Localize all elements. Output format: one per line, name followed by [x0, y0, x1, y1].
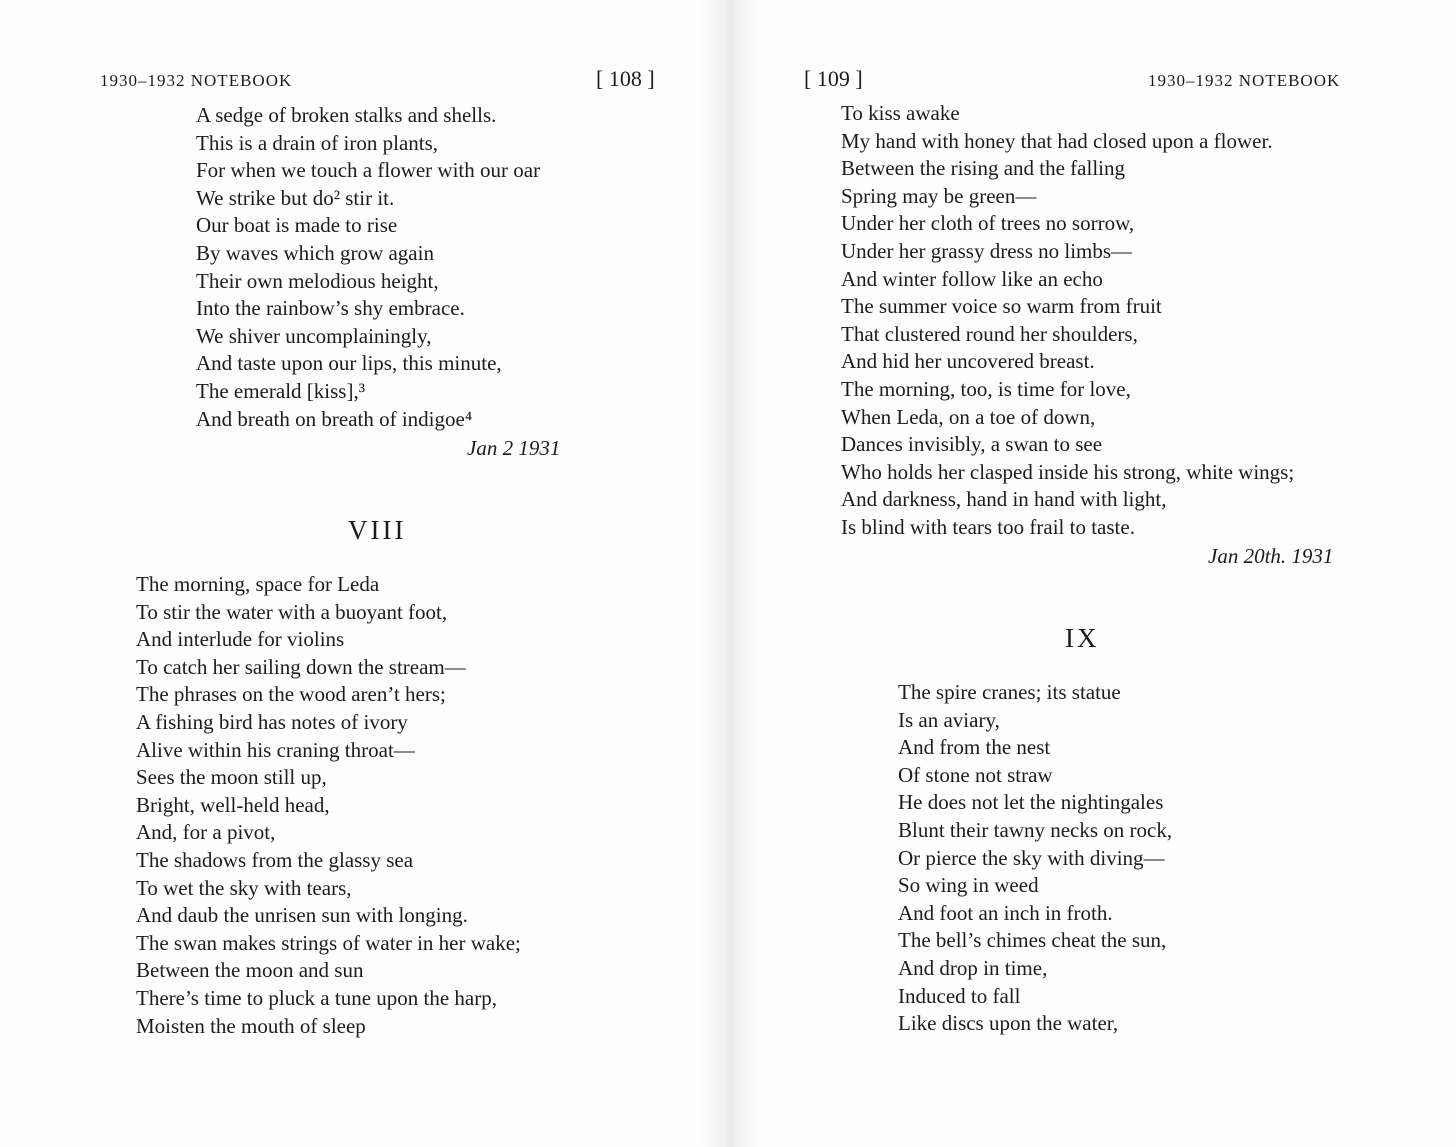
- verse-line: And interlude for violins: [136, 627, 345, 652]
- verse-line: And from the nest: [898, 735, 1051, 760]
- verse-line: Under her cloth of trees no sorrow,: [841, 211, 1135, 236]
- verse-line: And winter follow like an echo: [841, 266, 1103, 291]
- verse-line: There’s time to pluck a tune upon the harp,: [136, 985, 497, 1010]
- verse-line: We shiver uncomplainingly,: [196, 323, 432, 348]
- verse-line: Sees the moon still up,: [136, 765, 327, 790]
- verse-line: By waves which grow again: [196, 240, 434, 265]
- verse-line: Is blind with tears too frail to taste.: [841, 514, 1135, 539]
- verse-line: To kiss awake: [841, 101, 960, 125]
- left-page: [0, 0, 720, 1147]
- verse-line: My hand with honey that had closed upon a flower.: [841, 128, 1273, 153]
- verse-line: Our boat is made to rise: [196, 213, 398, 238]
- verse-line: The emerald [kiss],³: [196, 378, 365, 403]
- verse-line: Who holds her clasped inside his strong, white wings;: [841, 459, 1295, 484]
- page-number: [ 109 ]: [804, 66, 863, 91]
- verse-line: Into the rainbow’s shy embrace.: [196, 296, 465, 321]
- verse-line: Of stone not straw: [898, 762, 1053, 787]
- verse-line: Alive within his craning throat—: [136, 737, 415, 762]
- poem-date: Jan 2 1931: [467, 436, 561, 460]
- verse-line: And hid her uncovered breast.: [841, 349, 1095, 374]
- verse-stanza-viii: [136, 571, 521, 1040]
- verse-line: And taste upon our lips, this minute,: [196, 351, 502, 376]
- verse-line: The morning, too, is time for love,: [841, 376, 1131, 401]
- right-page: [728, 0, 1456, 1147]
- verse-line: So wing in weed: [898, 873, 1039, 898]
- verse-line: The morning, space for Leda: [136, 572, 380, 596]
- verse-line: And daub the unrisen sun with longing.: [136, 903, 468, 928]
- verse-line: The spire cranes; its statue: [898, 680, 1121, 704]
- verse-stanza-ix: [898, 679, 1172, 1038]
- verse-line: Induced to fall: [898, 983, 1021, 1008]
- verse-line: The shadows from the glassy sea: [136, 847, 414, 872]
- verse-line: A sedge of broken stalks and shells.: [196, 103, 497, 127]
- verse-line: And drop in time,: [898, 955, 1048, 980]
- verse-stanza-continued: [196, 102, 540, 433]
- running-head: 1930–1932 NOTEBOOK: [1148, 71, 1341, 90]
- verse-line: Under her grassy dress no limbs—: [841, 238, 1133, 263]
- verse-line: When Leda, on a toe of down,: [841, 404, 1096, 429]
- verse-line: For when we touch a flower with our oar: [196, 158, 541, 183]
- verse-line: He does not let the nightingales: [898, 790, 1164, 815]
- verse-line: And foot an inch in froth.: [898, 900, 1113, 925]
- verse-line: The phrases on the wood aren’t hers;: [136, 682, 446, 707]
- verse-line: And, for a pivot,: [136, 820, 276, 845]
- verse-line: This is a drain of iron plants,: [196, 130, 439, 155]
- verse-line: Bright, well-held head,: [136, 792, 330, 817]
- verse-line: The swan makes strings of water in her wake;: [136, 930, 521, 955]
- section-heading: IX: [1065, 623, 1100, 653]
- verse-line: Spring may be green—: [841, 183, 1037, 208]
- verse-line: Their own melodious height,: [196, 268, 439, 293]
- verse-stanza-continued: [841, 100, 1294, 542]
- verse-line: To stir the water with a buoyant foot,: [136, 599, 448, 624]
- verse-line: Is an aviary,: [898, 707, 1000, 732]
- verse-line: Like discs upon the water,: [898, 1011, 1119, 1036]
- verse-line: To catch her sailing down the stream—: [136, 654, 466, 679]
- verse-line: Between the rising and the falling: [841, 156, 1126, 181]
- verse-line: Dances invisibly, a swan to see: [841, 432, 1103, 457]
- page-number: [ 108 ]: [596, 66, 655, 91]
- verse-line: To wet the sky with tears,: [136, 875, 352, 900]
- verse-line: The bell’s chimes cheat the sun,: [898, 928, 1167, 953]
- verse-line: We strike but do² stir it.: [196, 185, 395, 210]
- verse-line: The summer voice so warm from fruit: [841, 294, 1162, 319]
- running-head: 1930–1932 NOTEBOOK: [100, 71, 293, 90]
- verse-line: Blunt their tawny necks on rock,: [898, 817, 1173, 842]
- verse-line: Or pierce the sky with diving—: [898, 845, 1165, 870]
- verse-line: A fishing bird has notes of ivory: [136, 709, 408, 734]
- verse-line: That clustered round her shoulders,: [841, 321, 1138, 346]
- section-heading: VIII: [348, 515, 407, 545]
- verse-line: Between the moon and sun: [136, 958, 364, 983]
- poem-date: Jan 20th. 1931: [1208, 544, 1334, 568]
- verse-line: And breath on breath of indigoe⁴: [196, 406, 473, 431]
- verse-line: Moisten the mouth of sleep: [136, 1013, 366, 1038]
- verse-line: And darkness, hand in hand with light,: [841, 487, 1167, 512]
